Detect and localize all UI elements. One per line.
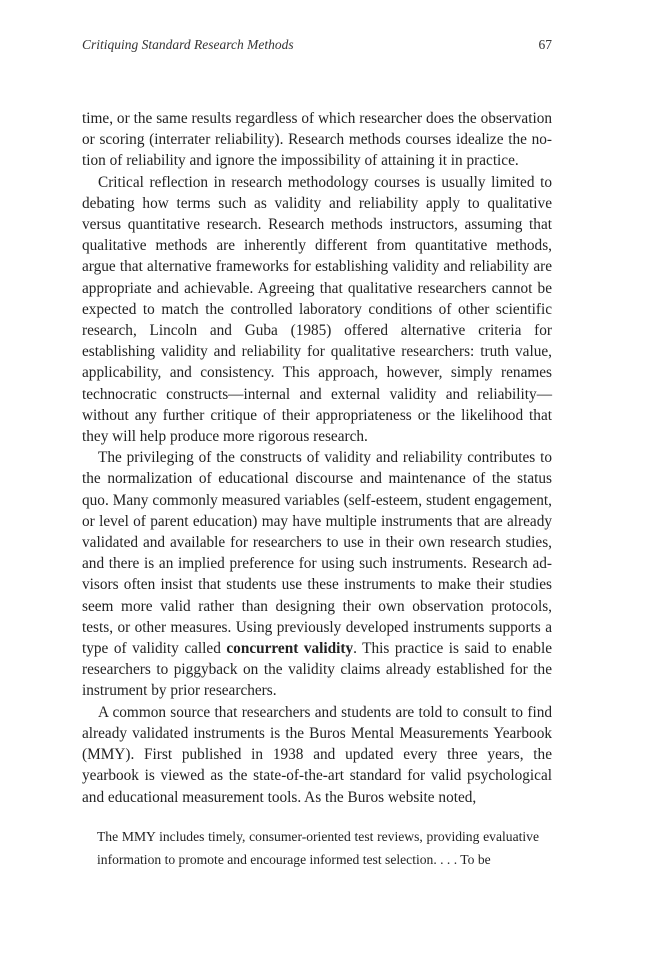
paragraph-continued: time, or the same results regardless of which researcher does the observation or scoring (interrater reliability). Research methods courses idealize the notion of reliability and ignore the impossibility of attaining it in practice. xyxy=(82,110,552,170)
paragraph-privileging-start: The privileging of the constructs of validity and reliability contributes to the normalization of educational discourse and maintenance of the status quo. Many commonly measured variables (self-esteem, student engagement, or level of parent education) may have multiple instruments that are already validated and available for researchers to use in their own research studies, and there is an implied preference for using such instruments. Research advisors often insist that students use these instruments to make their studies seem more valid rather than designing their own observation protocols, tests, or other measures. Using previously developed instruments supports a type of validity called xyxy=(82,449,552,658)
paragraph-buros-mmy: A common source that researchers and students are told to consult to find already validated instruments is the Buros Mental Measurements Yearbook (MMY). First published in 1938 and updated every three years, the yearbook is viewed as the state-of-the-art standard for valid psychological and educational measurement tools. As the Buros website noted, xyxy=(82,703,552,806)
paragraph-privileging-end: . This practice is said to enable researchers to piggyback on the validity claims already established for the instrument by prior researchers. xyxy=(82,640,552,700)
term-concurrent-validity: concurrent validity xyxy=(226,640,354,658)
block-quote: The MMY includes timely, consumer-oriented test reviews, providing evaluative information to promote and encourage informed test selection. . . . To be xyxy=(97,829,539,867)
paragraph-critical-reflection: Critical reflection in research methodology courses is usually limited to debating how terms such as validity and reliability apply to qualitative versus quantitative research. Research methods instructors, assuming that qualitative methods are inherently different from quantitative methods, argue that alternative frameworks for establishing validity and reliability are appropriate and achievable. Agreeing that qualitative researchers cannot be expected to match the controlled laboratory conditions of other scientific research, Lincoln and Guba (1985) offered alternative criteria for establishing validity and reliability for qualitative researchers: truth value, applicability, and consistency. This approach, however, simply renames technocratic constructs—internal and external validity and reliability—without any further critique of their appropriateness or the likelihood that they will help produce more rigorous research. xyxy=(82,173,552,446)
body-text xyxy=(82,108,552,808)
page-number: 67 xyxy=(538,37,552,52)
running-head xyxy=(82,37,552,57)
paragraph-privileging xyxy=(82,447,552,701)
running-title: Critiquing Standard Research Methods xyxy=(82,37,294,52)
